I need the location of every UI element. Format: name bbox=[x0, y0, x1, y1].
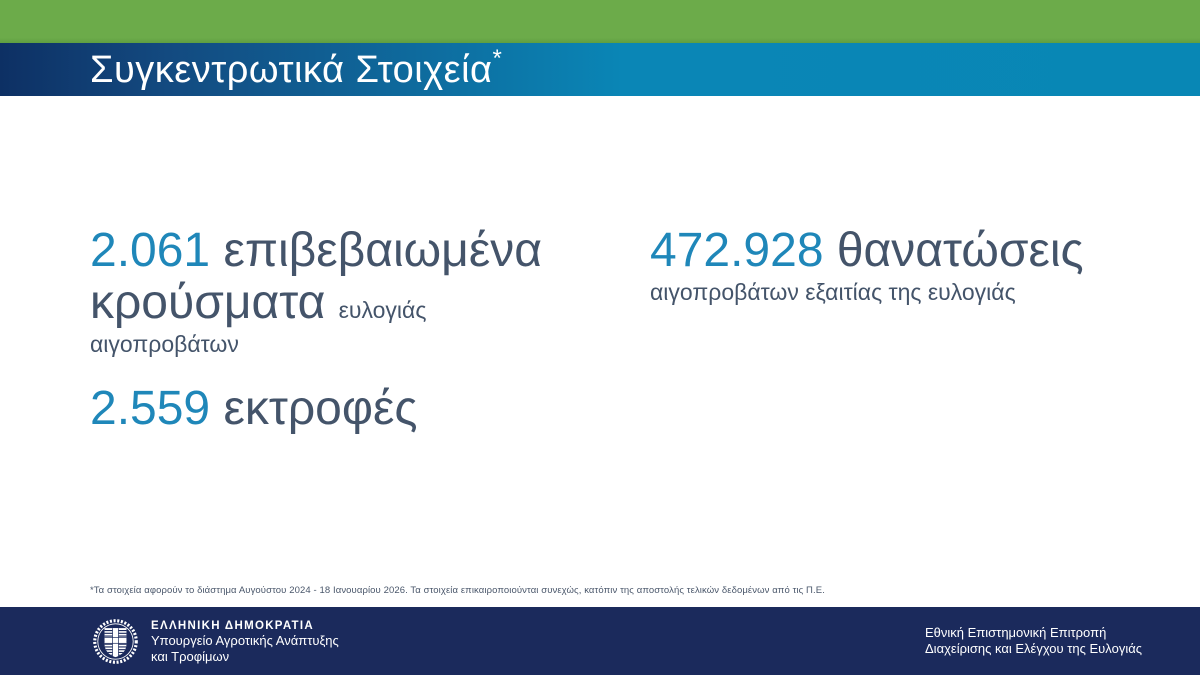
stat-confirmed-cases-qualifier2: αιγοπροβάτων bbox=[90, 331, 239, 357]
stat-confirmed-cases-line2 bbox=[90, 277, 542, 329]
government-name: ΕΛΛΗΝΙΚΗ ΔΗΜΟΚΡΑΤΙΑ bbox=[151, 620, 314, 632]
stat-cullings-line1 bbox=[650, 225, 1084, 277]
stat-confirmed-cases-label2: κρούσματα bbox=[90, 276, 326, 329]
stat-farms-value: 2.559 bbox=[90, 382, 211, 435]
stat-confirmed-cases bbox=[90, 225, 542, 360]
stat-cullings-value: 472.928 bbox=[650, 224, 824, 277]
committee-name-line2: Διαχείρισης και Ελέγχου της Ευλογιάς bbox=[925, 641, 1142, 656]
stat-cullings-qualifier: αιγοπροβάτων εξαιτίας της ευλογιάς bbox=[650, 279, 1016, 305]
committee-name-line1: Εθνική Επιστημονική Επιτροπή bbox=[925, 625, 1107, 640]
stat-confirmed-cases-line3 bbox=[90, 329, 542, 360]
footer-ministry-block bbox=[92, 618, 339, 665]
page-title bbox=[90, 44, 503, 91]
stat-cullings-label: θανατώσεις bbox=[836, 224, 1084, 277]
stat-cullings bbox=[650, 225, 1084, 308]
footer-bar bbox=[0, 607, 1200, 675]
footnote: *Τα στοιχεία αφορούν το διάστημα Αυγούστου 2024 - 18 Ιανουαρίου 2026. Τα στοιχεία επικαιροποιούνται συνεχώς, κατόπιν της αποστολής τελικών δεδομένων από τις Π.Ε. bbox=[90, 585, 825, 596]
ministry-name-line1: Υπουργείο Αγροτικής Ανάπτυξης bbox=[151, 633, 339, 648]
title-band bbox=[0, 43, 1200, 96]
greek-coat-of-arms-icon bbox=[92, 618, 139, 665]
footer-committee-block bbox=[925, 625, 1142, 657]
stat-confirmed-cases-value: 2.061 bbox=[90, 224, 211, 277]
stat-farms bbox=[90, 383, 417, 435]
ministry-text-block bbox=[151, 619, 339, 664]
page-title-text: Συγκεντρωτικά Στοιχεία bbox=[90, 48, 493, 91]
stat-cullings-line2 bbox=[650, 277, 1084, 308]
stat-farms-line1 bbox=[90, 383, 417, 435]
stat-confirmed-cases-label1: επιβεβαιωμένα bbox=[223, 224, 542, 277]
stat-confirmed-cases-qualifier1: ευλογιάς bbox=[338, 297, 427, 323]
stat-farms-label: εκτροφές bbox=[223, 382, 418, 435]
ministry-name-line2: και Τροφίμων bbox=[151, 648, 230, 664]
stat-confirmed-cases-line1 bbox=[90, 225, 542, 277]
title-footnote-marker: * bbox=[492, 44, 503, 72]
top-green-bar bbox=[0, 0, 1200, 43]
